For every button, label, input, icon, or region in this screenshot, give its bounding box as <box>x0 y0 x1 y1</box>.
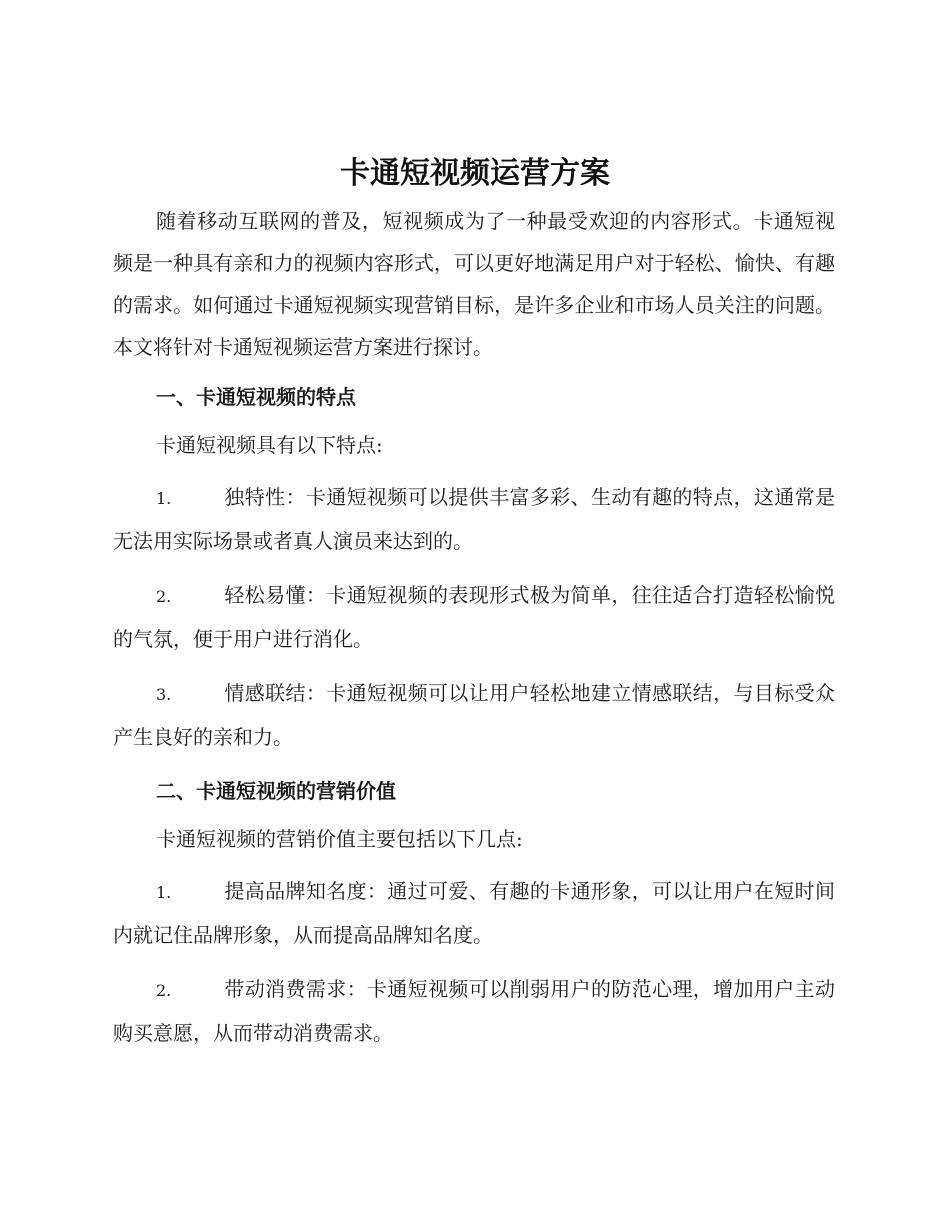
item-text: 带动消费需求：卡通短视频可以削弱用户的防范心理，增加用户主动购买意愿，从而带动消费需求。 <box>113 977 835 1045</box>
intro-paragraph: 随着移动互联网的普及，短视频成为了一种最受欢迎的内容形式。卡通短视频是一种具有亲和力的视频内容形式，可以更好地满足用户对于轻松、愉快、有趣的需求。如何通过卡通短视频实现营销目标，是许多企业和市场人员关注的问题。本文将针对卡通短视频运营方案进行探讨。 <box>113 209 835 359</box>
section-1-heading: 一、卡通短视频的特点 <box>156 385 356 409</box>
document-body <box>113 200 835 1066</box>
section-2-heading: 二、卡通短视频的营销价值 <box>156 779 396 803</box>
section-2-lead: 卡通短视频的营销价值主要包括以下几点: <box>156 827 523 851</box>
section-1-lead: 卡通短视频具有以下特点: <box>156 433 383 457</box>
section-2-item-2 <box>113 968 835 1054</box>
item-number: 3. <box>156 685 172 704</box>
item-text: 提高品牌知名度：通过可爱、有趣的卡通形象，可以让用户在短时间内就记住品牌形象，从而提高品牌知名度。 <box>113 879 835 947</box>
item-number: 1. <box>156 883 172 902</box>
document-title: 卡通短视频运营方案 <box>340 156 610 191</box>
item-text: 轻松易懂：卡通短视频的表现形式极为简单，往往适合打造轻松愉悦的气氛，便于用户进行消化。 <box>113 583 835 651</box>
item-number: 2. <box>156 981 172 1000</box>
item-number: 1. <box>156 489 172 508</box>
item-text: 情感联结：卡通短视频可以让用户轻松地建立情感联结，与目标受众产生良好的亲和力。 <box>113 681 835 749</box>
section-1-item-2 <box>113 574 835 660</box>
item-number: 2. <box>156 587 172 606</box>
section-1-item-3 <box>113 672 835 758</box>
item-text: 独特性：卡通短视频可以提供丰富多彩、生动有趣的特点，这通常是无法用实际场景或者真人演员来达到的。 <box>113 485 835 553</box>
section-2-item-1 <box>113 870 835 956</box>
section-1-item-1 <box>113 476 835 562</box>
